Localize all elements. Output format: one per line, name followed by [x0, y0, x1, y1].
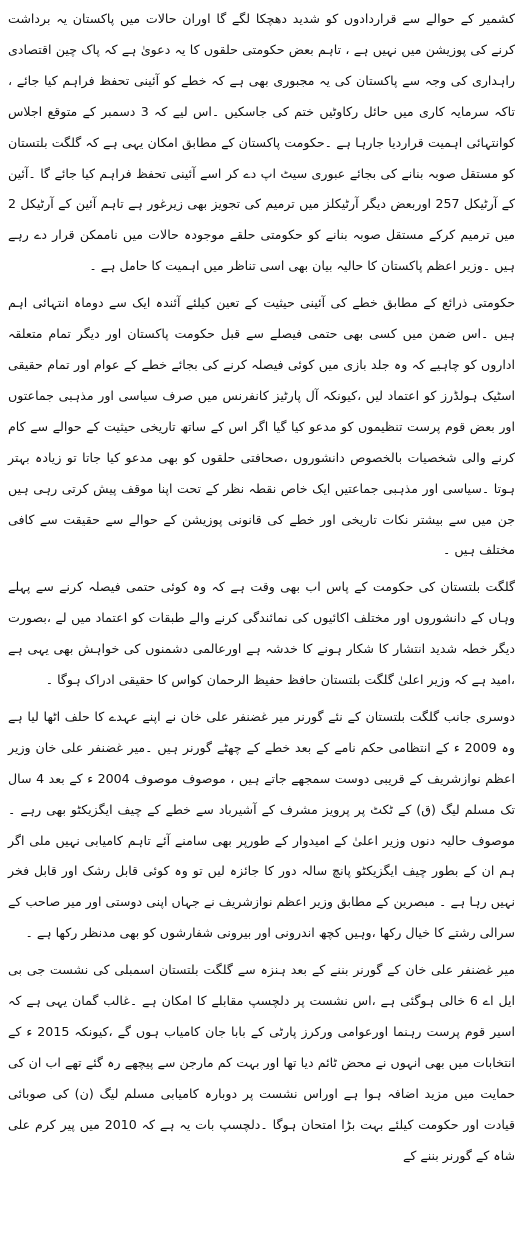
paragraph-government-decision: گلگت بلتستان کی حکومت کے پاس اب بھی وقت ہے کہ وہ کوئی حتمی فیصلہ کرنے سے پہلے وہاں کے دانشوروں اور مختلف اکائیوں کی نمائندگی کرنے والے طبقات کو اعتماد میں لے ،بصورت دیگر خطہ شدید انتشار کا شکار ہونے کا خدشہ ہے اورعالمی دشمنوں کی خواہش بھی یہی ہے ،امید ہے کہ وزیر اعلیٰ گلگت بلتستان حافظ حفیظ الرحمان کواس کا حقیقی ادراک ہوگا ۔ [8, 579, 515, 688]
paragraph-new-governor: دوسری جانب گلگت بلتستان کے نئے گورنر میر غضنفر علی خان نے اپنے عہدے کا حلف اٹھا لیا ہے وہ 2009 ء کے انتظامی حکم نامے کے بعد خطے کے چھٹے گورنر ہیں ۔میر غضنفر علی خان وزیر اعظم نوازشریف کے قریبی دوست سمجھے جاتے ہیں ، موصوف موصوف 2004 ء کے بعد 4 سال تک مسلم لیگ (ق) کے ٹکٹ پر پرویز مشرف کے آشیرباد سے خطے کے چیف ایگزیکٹو بھی رہے ۔موصوف حالیہ دنوں وزیر اعلیٰ کے امیدوار کے طورپر بھی سامنے آئے تاہم کامیابی نہیں ملی اگر ہم ان کے بطور چیف ایگزیکٹو پانچ سالہ دور کا جائزہ لیں تو وہ کوئی قابل رشک اور قابل فخر نہیں رہا ہے ۔ مبصرین کے مطابق وزیر اعظم نوازشریف نے جہاں اپنی دوستی اور میر صاحب کے سرالی رشتے کا خیال رکھا ،وہیں کچھ اندرونی اور بیرونی شفارشوں کو بھی مدنظر رکھا ہے ۔ [8, 708, 515, 941]
paragraph-hunza-seat: میر غضنفر علی خان کے گورنر بننے کے بعد ہنزہ سے گلگت بلتستان اسمبلی کی نشست جی بی ایل اے 6 خالی ہوگئی ہے ،اس نشست پر دلچسپ مقابلے کا امکان ہے ۔غالب گمان یہی ہے کہ اسیر قوم پرست رہنما اورعوامی ورکرز پارٹی کے بابا جان کامیاب ہوں گے ،کیونکہ 2015 ء کے انتخابات میں بھی انہوں نے محض ٹائم دیا تھا اور بہت کم مارجن سے پیچھے رہ گئے تھے اب ان کی حمایت میں مزید اضافہ ہوا ہے اوراس نشست پر دوبارہ کامیابی مسلم لیگ (ن) کی صوبائی قیادت اور حکومت کیلئے بہت بڑا امتحان ہوگا ۔دلچسپ بات یہ ہے کہ 2010 میں پیر کرم علی شاہ کے گورنر بننے کے [8, 962, 516, 1163]
paragraph-kashmir-resolutions: کشمیر کے حوالے سے قراردادوں کو شدید دھچکا لگے گا اوران حالات میں پاکستان یہ برداشت کرنے کی پوزیشن میں نہیں ہے ، تاہم بعض حکومتی حلقوں کا یہ دعویٰ ہے کہ پاک چین اقتصادی راہداری کی وجہ سے پاکستان کی یہ مجبوری بھی ہے کہ خطے کو آئینی تحفظ فراہم کیا جائے ، تاکہ سرمایہ کاری میں حائل رکاوٹیں ختم کی جاسکیں ۔اس لیے کہ 3 دسمبر کے متوقع اجلاس کوانتہائی اہمیت قراردیا جارہا ہے ۔حکومت پاکستان کے مطابق امکان یہی ہے کہ گلگت بلتستان کو مستقل صوبہ بنانے کی بجائے عبوری سیٹ اپ دے کر اسے آئینی تحفظ فراہم کیا جائے گا ۔آئین کے آرٹیکل 257 اوربعض دیگر آرٹیکلز میں ترمیم کی تجویز بھی زیرغور ہے تاہم آئین کے آرٹیکل 2 میں ترمیم کرکے مستقل صوبہ بنانے کو حکومتی حلقے موجودہ حالات میں ناممکن قرار دے رہے ہیں ۔وزیر اعظم پاکستان کا حالیہ بیان بھی اسی تناظر میں اہمیت کا حامل ہے ۔ [8, 11, 515, 274]
paragraph-constitutional-status: حکومتی ذرائع کے مطابق خطے کی آئینی حیثیت کے تعین کیلئے آئندہ ایک سے دوماہ انتہائی اہم ہیں ۔اس ضمن میں کسی بھی حتمی فیصلے سے قبل حکومت پاکستان اور دیگر تمام متعلقہ اداروں کو چاہیے کہ وہ جلد بازی میں کوئی فیصلہ کرنے کی بجائے خطے کے عوام اور تمام حقیقی اسٹیک ہولڈرز کو اعتماد لیں ،کیونکہ آل پارٹیز کانفرنس میں صرف سیاسی اور مذہبی جماعتوں اور بعض قوم پرست تنظیموں کو مدعو کیا گیا اگر اس کے ساتھ تاریخی حیثیت کے حوالے سے کام کرنے والی شخصیات بالخصوص دانشوروں ،صحافتی حلقوں کو بھی مدعو کیا جاتا تو زیادہ بہتر ہوتا ۔سیاسی اور مذہبی جماعتیں ایک خاص نقطہ نظر کے تحت اپنا موقف پیش کرتی رہی ہیں جن میں سے بیشتر نکات تاریخی اور خطے کی قانونی پوزیشن کے حوالے سے حقیقت سے کافی مختلف ہیں ۔ [8, 295, 515, 558]
